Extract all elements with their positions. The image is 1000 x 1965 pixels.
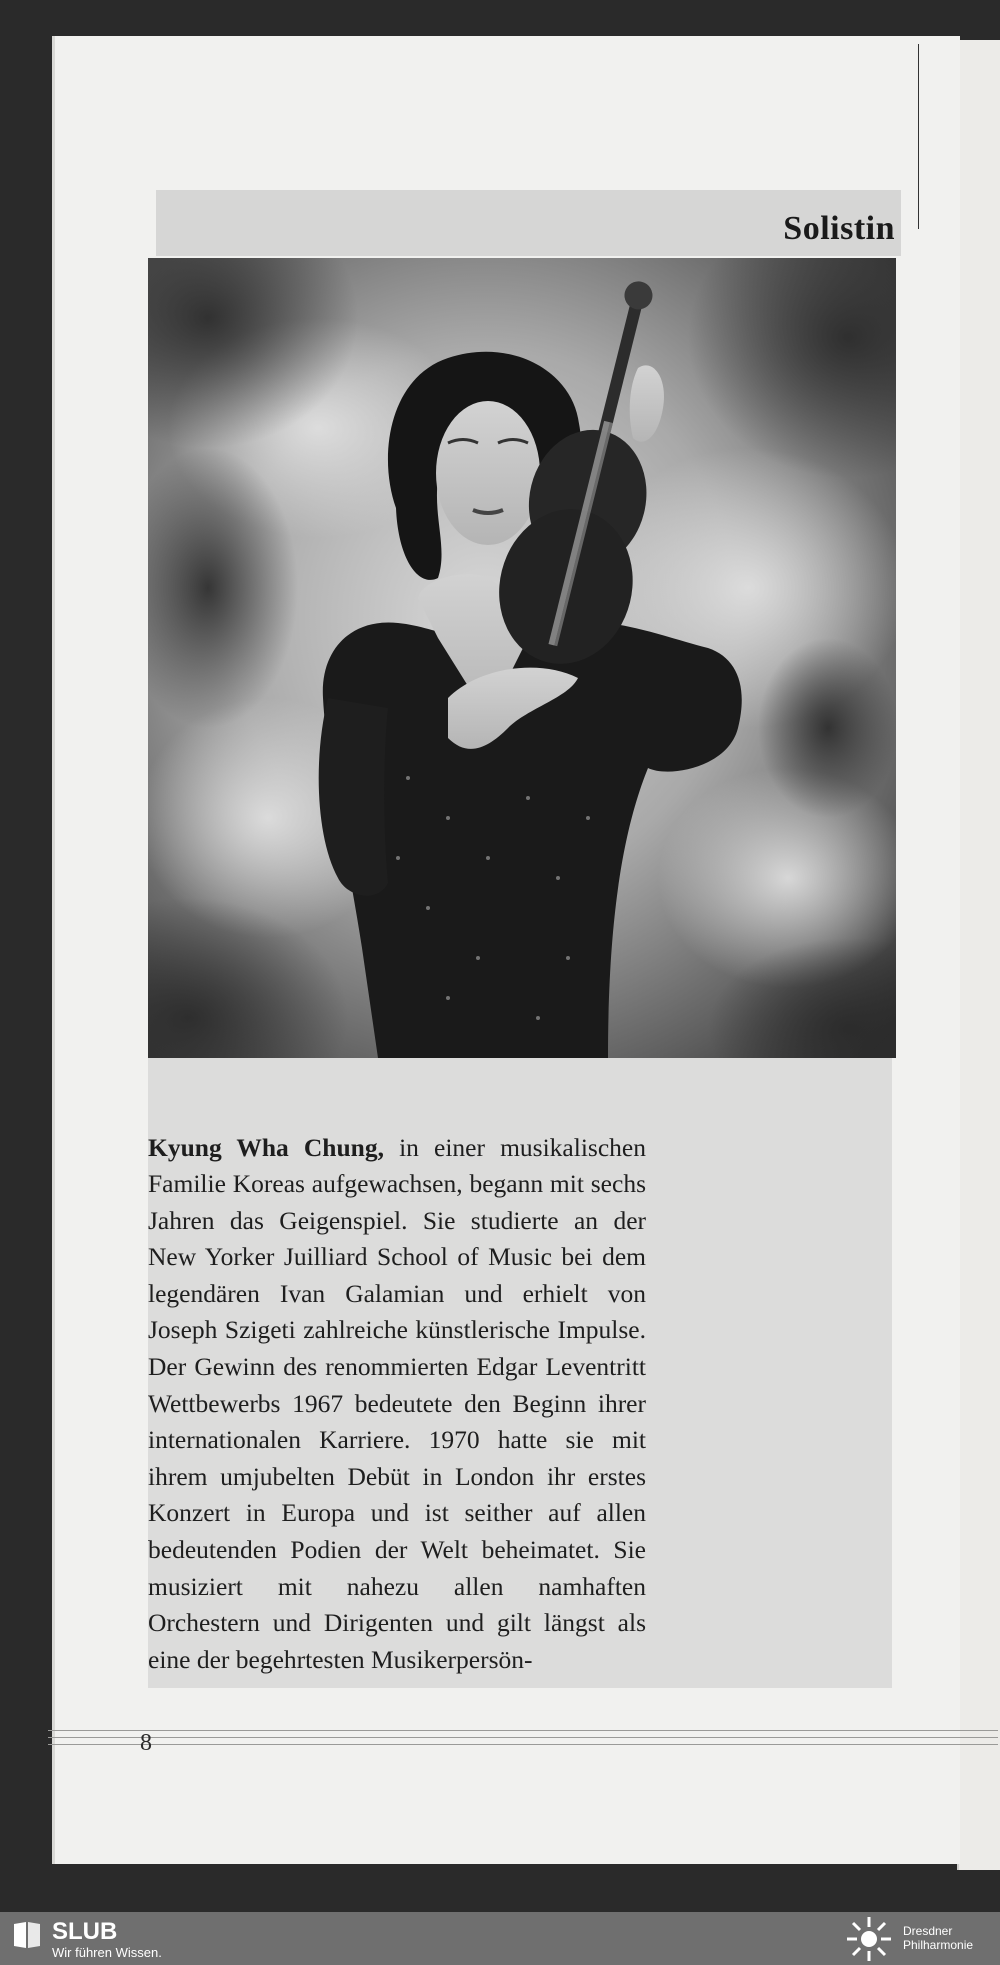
facing-page-edge — [957, 40, 1000, 1870]
biography-paragraph — [148, 1130, 646, 1679]
library-tagline: Wir führen Wissen. — [52, 1945, 162, 1960]
sunburst-logo-icon — [842, 1915, 896, 1963]
page-number: 8 — [140, 1730, 152, 1756]
section-title: Solistin — [783, 210, 895, 247]
portrait-illustration — [148, 258, 896, 1058]
partner-name-line1: Dresdner — [903, 1924, 953, 1938]
section-header-bar — [156, 190, 901, 256]
partner-name-line2: Philharmonie — [903, 1938, 974, 1952]
book-icon — [12, 1920, 42, 1950]
soloist-name: Kyung Wha Chung, — [148, 1132, 384, 1162]
page-edge-line — [918, 44, 919, 229]
partner-name[interactable] — [903, 1924, 998, 1952]
library-name[interactable]: SLUB — [52, 1918, 118, 1945]
biography-text: in einer musikalischen Familie Koreas aufgewachsen, begann mit sechs Jahren das Geigenspiel. Sie studierte an der New Yorker Juilliard School of Music bei dem legendären Ivan Galamian und erhielt von Joseph Szigeti zahlreiche künstlerische Impulse. Der Gewinn des renommierten Edgar Leventritt Wettbewerbs 1967 bedeutete den Beginn ihrer internationalen Karriere. 1970 hatte sie mit ihrem umjubelten Debüt in London ihr erstes Konzert in Europa und ist seither auf allen bedeutenden Podien der Welt beheimatet. Sie musiziert mit nahezu allen namhaften Orchestern und Dirigenten und gilt längst als eine der begehrtesten Musikerpersön- — [148, 1132, 646, 1674]
viewer-footer-bar — [0, 1912, 1000, 1965]
soloist-portrait-photo — [148, 258, 896, 1058]
biography-panel — [148, 1058, 892, 1688]
decorative-staff-lines — [48, 1730, 998, 1768]
